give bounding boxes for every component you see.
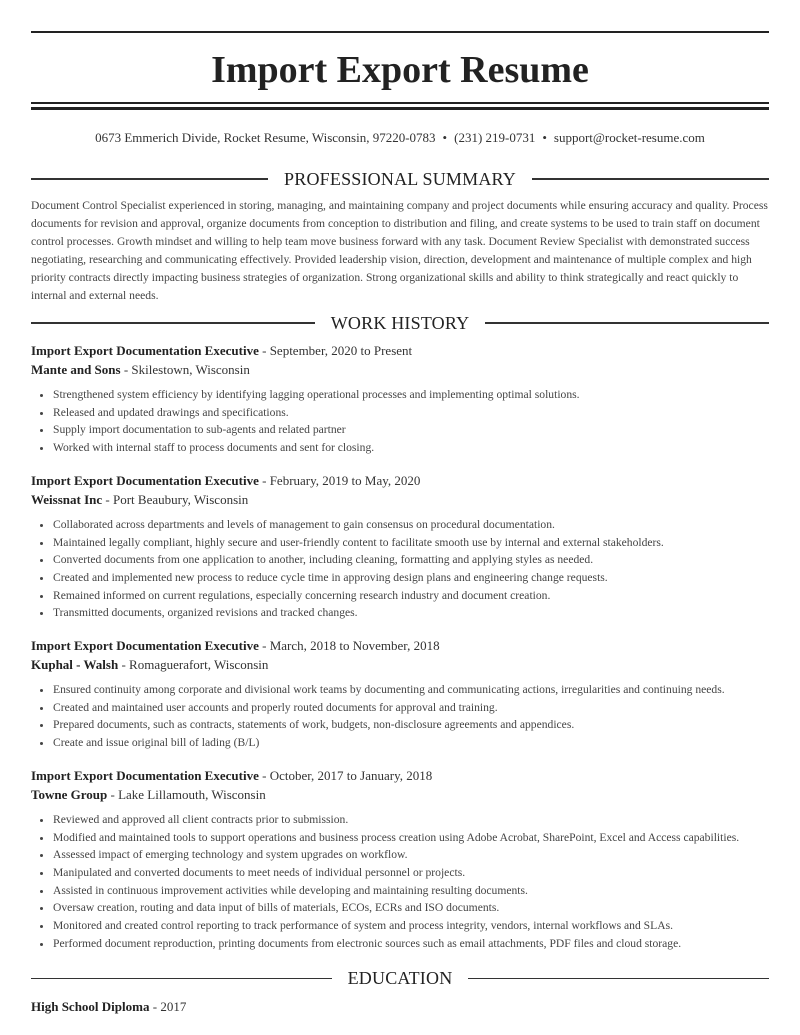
job-title-line	[31, 341, 769, 360]
job-entry	[31, 766, 769, 953]
heading-rule-right	[468, 978, 769, 980]
job-title-line	[31, 636, 769, 655]
section-heading	[31, 968, 769, 988]
bullet-item: • Ensured continuity among corporate and divisional work teams by documenting and communicating actions, irregularities and continuing needs.	[53, 681, 769, 699]
education-year: 2017	[160, 999, 187, 1015]
job-title: Import Export Documentation Executive	[31, 343, 259, 358]
bullet-item: • Created and maintained user accounts and properly routed documents for approval and training.	[53, 699, 769, 717]
bullet-item: • Modified and maintained tools to support operations and business process creation using Adobe Acrobat, SharePoint, Excel and Access capabilities.	[53, 829, 769, 847]
job-bullets	[31, 516, 769, 622]
job-bullets	[31, 386, 769, 457]
job-company: Mante and Sons	[31, 362, 121, 377]
bullet-item: • Released and updated drawings and specifications.	[53, 404, 769, 422]
section-heading-label: WORK HISTORY	[330, 313, 470, 333]
job-entry	[31, 636, 769, 752]
section-heading-label: EDUCATION	[347, 968, 453, 989]
summary-text: Document Control Specialist experienced in storing, managing, and maintaining company and project documents while ensuring accuracy and quality. Process documents for revision and approval, organize documents from conception to distribution and filing, and create systems to be used to train staff on document control processes. Growth mindset and willing to help team move business forward with any task. Document Review Specialist with demonstrated success negotiating, researching and communicating effectively. Provided leadership vision, direction, development and maintenance of multiple complex and high priority contracts directly impacting business strategies of organization. Strong organizational skills and ability to think strategically and react quickly to internal and external needs.	[31, 199, 768, 302]
header-top-rule	[31, 31, 769, 33]
dash: -	[258, 343, 270, 358]
job-title: Import Export Documentation Executive	[31, 767, 259, 783]
job-entry	[31, 341, 769, 457]
bullet-item: • Assessed impact of emerging technology and system upgrades on workflow.	[53, 846, 769, 864]
dash: -	[258, 767, 270, 783]
job-location: Skilestown, Wisconsin	[131, 362, 250, 377]
job-title: Import Export Documentation Executive	[31, 638, 259, 654]
dash: -	[258, 638, 270, 654]
education-degree: High School Diploma	[31, 999, 150, 1015]
job-bullets	[31, 681, 769, 752]
contact-email: support@rocket-resume.com	[553, 130, 705, 145]
bullet-item: • Assisted in continuous improvement activities while developing and maintaining resulting documents.	[53, 882, 769, 900]
job-dates: September, 2020 to Present	[269, 343, 413, 358]
bullet-item: • Strengthened system efficiency by identifying lagging operational processes and implementing optimal solutions.	[53, 386, 769, 404]
job-dates: March, 2018 to November, 2018	[269, 638, 440, 654]
job-title-line	[31, 766, 769, 785]
bullet-item: • Maintained legally compliant, highly secure and user-friendly content to facilitate smooth use by internal and external stakeholders.	[53, 534, 769, 552]
bullet-item: • Prepared documents, such as contracts, statements of work, budgets, non-disclosure agreements and appendices.	[53, 716, 769, 734]
job-title-line	[31, 471, 769, 490]
heading-rule-left	[31, 322, 315, 324]
job-company: Weissnat Inc	[31, 491, 103, 507]
contact-address: 0673 Emmerich Divide, Rocket Resume, Wisconsin, 97220-0783	[95, 130, 436, 145]
dash: -	[102, 491, 113, 507]
heading-rule-right	[485, 322, 769, 324]
contact-separator: •	[542, 130, 547, 145]
bullet-item: • Transmitted documents, organized revisions and tracked changes.	[53, 604, 769, 622]
bullet-item: • Created and implemented new process to reduce cycle time in approving design plans and engineering change requests.	[53, 569, 769, 587]
bullet-item: • Worked with internal staff to process documents and sent for closing.	[53, 439, 769, 457]
bullet-item: • Collaborated across departments and levels of management to gain consensus on procedural documentation.	[53, 516, 769, 534]
dash: -	[120, 362, 132, 377]
bullet-item: • Converted documents from one application to another, including cleaning, formatting and applying styles as needed.	[53, 551, 769, 569]
job-company: Towne Group	[31, 786, 108, 802]
bullet-item: • Manipulated and converted documents to meet needs of individual personnel or projects.	[53, 864, 769, 882]
job-bullets	[31, 811, 769, 953]
bullet-item: • Monitored and created control reporting to track performance of system and process integrity, vendors, internal workflows and SLAs.	[53, 917, 769, 935]
job-entry	[31, 471, 769, 622]
job-company-line	[31, 655, 769, 674]
section-heading	[31, 169, 769, 189]
resume-page	[31, 0, 769, 1016]
bullet-item: • Supply import documentation to sub-agents and related partner	[53, 421, 769, 439]
job-company-line	[31, 360, 769, 379]
section-professional-summary	[31, 169, 769, 305]
dash: -	[107, 786, 119, 802]
dash: -	[149, 999, 161, 1015]
bullet-item: • Reviewed and approved all client contracts prior to submission.	[53, 811, 769, 829]
header-double-rule-thin	[31, 102, 769, 104]
contact-line	[31, 129, 769, 147]
section-work-history	[31, 313, 769, 952]
resume-title: Import Export Resume	[211, 49, 589, 91]
education-entry	[31, 997, 769, 1016]
job-dates: February, 2019 to May, 2020	[269, 472, 421, 488]
contact-phone: (231) 219-0731	[454, 130, 536, 145]
bullet-item: • Create and issue original bill of lading (B/L)	[53, 734, 769, 752]
job-company-line	[31, 785, 769, 804]
heading-rule-left	[31, 178, 268, 180]
resume-header	[31, 31, 769, 147]
job-location: Port Beaubury, Wisconsin	[113, 491, 249, 507]
section-heading-label: PROFESSIONAL SUMMARY	[284, 169, 516, 189]
bullet-item: • Oversaw creation, routing and data input of bills of materials, ECOs, ECRs and ISO documents.	[53, 899, 769, 917]
dash: -	[258, 472, 270, 488]
bullet-item: • Performed document reproduction, printing documents from electronic sources such as email attachments, PDF files and cloud storage.	[53, 935, 769, 953]
job-location: Romaguerafort, Wisconsin	[129, 657, 269, 673]
job-location: Lake Lillamouth, Wisconsin	[118, 786, 266, 802]
section-heading	[31, 313, 769, 333]
heading-rule-left	[31, 978, 332, 980]
section-education	[31, 968, 769, 1016]
job-company: Kuphal - Walsh	[31, 657, 119, 673]
job-dates: October, 2017 to January, 2018	[269, 767, 433, 783]
contact-separator: •	[442, 130, 448, 145]
header-double-rule-thick	[31, 107, 769, 110]
heading-rule-right	[532, 178, 769, 180]
job-title: Import Export Documentation Executive	[31, 472, 259, 488]
bullet-item: • Remained informed on current regulations, especially concerning research industry and document creation.	[53, 587, 769, 605]
dash: -	[118, 657, 130, 673]
job-company-line	[31, 490, 769, 509]
